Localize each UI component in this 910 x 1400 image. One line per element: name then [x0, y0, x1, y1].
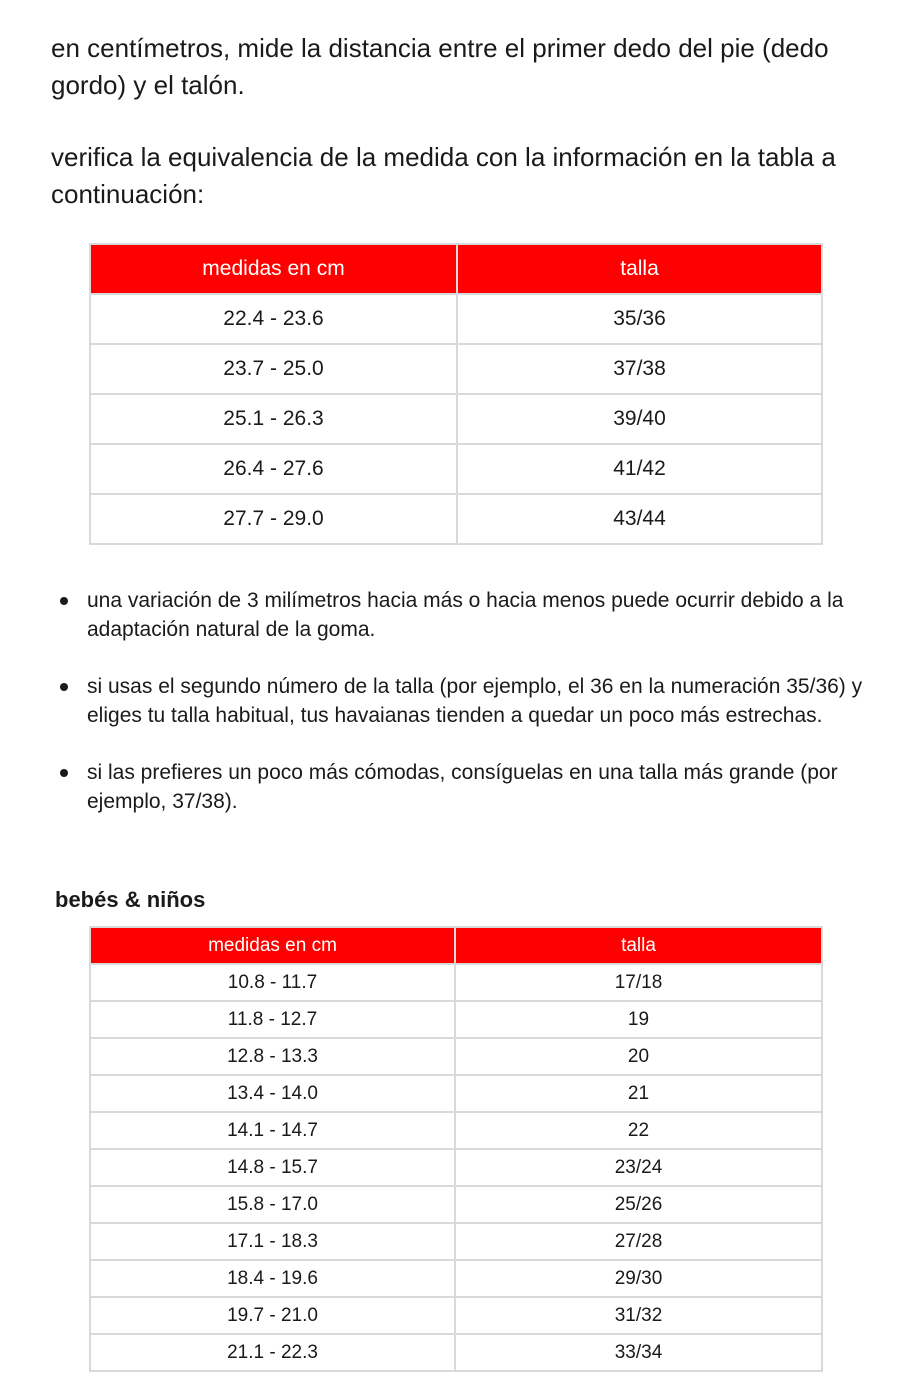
- measurement-cell: 22.4 - 23.6: [90, 294, 457, 344]
- size-cell: 20: [455, 1038, 822, 1075]
- kids-size-table: [89, 926, 823, 1372]
- table-row: [90, 1075, 822, 1112]
- table-row: [90, 344, 822, 394]
- size-cell: 29/30: [455, 1260, 822, 1297]
- size-cell: 21: [455, 1075, 822, 1112]
- header-measurements: medidas en cm: [90, 927, 455, 964]
- size-cell: 23/24: [455, 1149, 822, 1186]
- bullet-icon: [60, 769, 68, 777]
- list-item: [60, 586, 870, 644]
- measurement-cell: 15.8 - 17.0: [90, 1186, 455, 1223]
- measurement-cell: 27.7 - 29.0: [90, 494, 457, 544]
- measurement-cell: 13.4 - 14.0: [90, 1075, 455, 1112]
- table-row: [90, 1186, 822, 1223]
- size-cell: 35/36: [457, 294, 822, 344]
- table-row: [90, 1223, 822, 1260]
- header-size: talla: [455, 927, 822, 964]
- notes-list: [60, 586, 870, 844]
- size-cell: 22: [455, 1112, 822, 1149]
- measurement-cell: 19.7 - 21.0: [90, 1297, 455, 1334]
- table-row: [90, 964, 822, 1001]
- header-size: talla: [457, 244, 822, 294]
- table-row: [90, 1038, 822, 1075]
- table-row: [90, 444, 822, 494]
- size-cell: 37/38: [457, 344, 822, 394]
- bullet-icon: [60, 597, 68, 605]
- table-row: [90, 1149, 822, 1186]
- intro-paragraph-measure: en centímetros, mide la distancia entre el primer dedo del pie (dedo gordo) y el talón.: [51, 33, 829, 100]
- table-row: [90, 394, 822, 444]
- table-row: [90, 294, 822, 344]
- adult-size-table: [89, 243, 823, 545]
- measurement-cell: 23.7 - 25.0: [90, 344, 457, 394]
- intro-paragraph-verify: verifica la equivalencia de la medida con la información en la tabla a continuación:: [51, 142, 836, 209]
- measurement-cell: 21.1 - 22.3: [90, 1334, 455, 1371]
- note-text: si usas el segundo número de la talla (por ejemplo, el 36 en la numeración 35/36) y eliges tu talla habitual, tus havaianas tienden a quedar un poco más estrechas.: [87, 675, 863, 727]
- size-cell: 39/40: [457, 394, 822, 444]
- measurement-cell: 18.4 - 19.6: [90, 1260, 455, 1297]
- size-cell: 41/42: [457, 444, 822, 494]
- list-item: [60, 672, 870, 730]
- table-header-row: [90, 244, 822, 294]
- size-cell: 17/18: [455, 964, 822, 1001]
- measurement-cell: 12.8 - 13.3: [90, 1038, 455, 1075]
- measurement-cell: 11.8 - 12.7: [90, 1001, 455, 1038]
- measurement-cell: 26.4 - 27.6: [90, 444, 457, 494]
- measurement-cell: 14.1 - 14.7: [90, 1112, 455, 1149]
- size-cell: 25/26: [455, 1186, 822, 1223]
- size-cell: 31/32: [455, 1297, 822, 1334]
- list-item: [60, 758, 870, 816]
- note-text: si las prefieres un poco más cómodas, consíguelas en una talla más grande (por ejemplo, 37/38).: [87, 761, 838, 813]
- measurement-cell: 25.1 - 26.3: [90, 394, 457, 444]
- table-row: [90, 1260, 822, 1297]
- measurement-cell: 14.8 - 15.7: [90, 1149, 455, 1186]
- kids-section-title: bebés & niños: [55, 887, 206, 912]
- size-cell: 27/28: [455, 1223, 822, 1260]
- note-text: una variación de 3 milímetros hacia más o hacia menos puede ocurrir debido a la adaptación natural de la goma.: [87, 589, 844, 641]
- size-cell: 43/44: [457, 494, 822, 544]
- bullet-icon: [60, 683, 68, 691]
- table-row: [90, 1001, 822, 1038]
- measurement-cell: 17.1 - 18.3: [90, 1223, 455, 1260]
- header-measurements: medidas en cm: [90, 244, 457, 294]
- table-header-row: [90, 927, 822, 964]
- table-row: [90, 1112, 822, 1149]
- measurement-cell: 10.8 - 11.7: [90, 964, 455, 1001]
- size-cell: 19: [455, 1001, 822, 1038]
- size-cell: 33/34: [455, 1334, 822, 1371]
- table-row: [90, 494, 822, 544]
- table-row: [90, 1297, 822, 1334]
- table-row: [90, 1334, 822, 1371]
